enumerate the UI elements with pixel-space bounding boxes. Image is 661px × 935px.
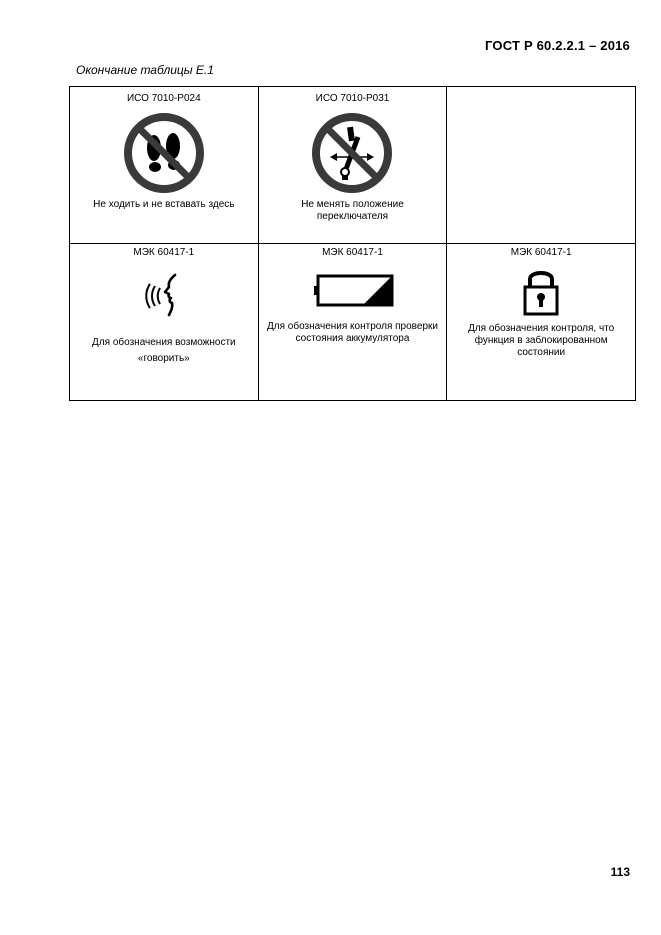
padlock-icon xyxy=(521,265,561,317)
table-cell xyxy=(70,87,259,244)
symbol-description: Для обозначения контроля, что функция в заблокированном состоянии xyxy=(468,323,615,358)
standard-code: МЭК 60417-1 xyxy=(322,247,383,258)
no-walking-icon xyxy=(122,111,206,195)
standard-code: ИСО 7010-Р024 xyxy=(126,93,201,104)
document-header: ГОСТ Р 60.2.2.1 – 2016 xyxy=(485,38,630,53)
battery-check-icon xyxy=(310,271,394,307)
standard-code: МЭК 60417-1 xyxy=(510,247,572,258)
table-cell xyxy=(258,87,447,244)
page-number: 113 xyxy=(610,865,630,879)
symbol-description: Для обозначения возможности «говорить» xyxy=(92,337,236,364)
no-switch-change-icon xyxy=(310,111,394,195)
standard-code: МЭК 60417-1 xyxy=(133,247,195,258)
table-row xyxy=(70,87,636,244)
symbol-description: Не менять положение переключателя xyxy=(301,199,404,222)
symbol-description: Не ходить и не вставать здесь xyxy=(93,199,235,210)
table-cell-empty xyxy=(447,87,636,244)
table-caption: Окончание таблицы Е.1 xyxy=(76,63,214,77)
table-cell xyxy=(70,244,259,401)
symbol-description: Для обозначения контроля проверки состояния аккумулятора xyxy=(267,321,438,344)
standard-code: ИСО 7010-Р031 xyxy=(315,93,390,104)
speak-icon xyxy=(139,271,189,321)
table-cell xyxy=(447,244,636,401)
table-cell xyxy=(258,244,447,401)
symbols-table xyxy=(69,86,636,401)
table-row xyxy=(70,244,636,401)
